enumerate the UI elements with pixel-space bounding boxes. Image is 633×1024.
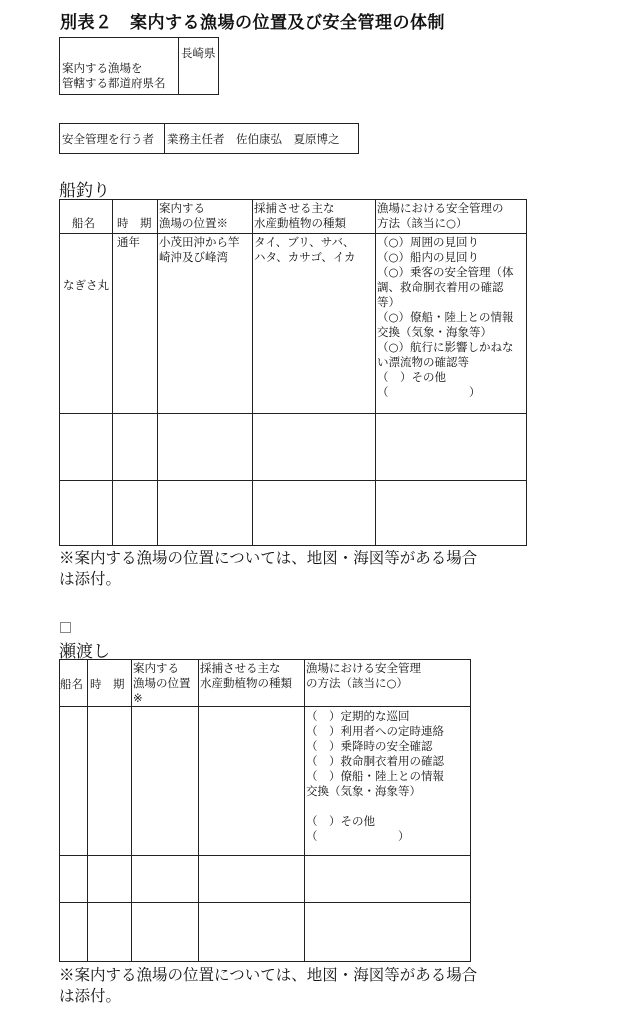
safety-label: 安全管理を行う者 [62, 132, 154, 146]
funatsuri-ship-name: なぎさ丸 [63, 278, 109, 292]
funatsuri-header-location: 案内する 漁場の位置※ [159, 201, 228, 230]
sewatashi-method: （ ）定期的な巡回 （ ）利用者への定時連絡 （ ）乗降時の安全確認 （ ）救命胴衣着用の確認 （ ）僚船・陸上との情報 交換（気象・海象等） （ ）その他 （ ） [306, 709, 444, 843]
sewatashi-heading: 瀬渡し [59, 642, 110, 662]
pref-label: 案内する漁場を 管轄する都道府県名 [62, 61, 166, 90]
pref-label-cell [59, 37, 179, 95]
sewatashi-header-location: 案内する 漁場の位置 ※ [133, 661, 191, 705]
funatsuri-note: ※案内する漁場の位置については、地図・海図等がある場合 は添付。 [59, 549, 478, 588]
checkbox-square-icon [60, 622, 71, 633]
sewatashi-header-species: 採捕させる主な 水産動植物の種類 [200, 661, 292, 690]
sewatashi-header-ship: 船名 [60, 677, 83, 691]
sewatashi-header-period: 時 期 [90, 677, 125, 691]
funatsuri-period: 通年 [117, 235, 140, 249]
funatsuri-header-ship: 船名 [72, 216, 95, 230]
safety-label-cell [59, 123, 165, 154]
page-title: 別表２ 案内する漁場の位置及び安全管理の体制 [60, 13, 445, 33]
funatsuri-heading: 船釣り [59, 181, 110, 201]
sewatashi-table [59, 659, 471, 962]
safety-value: 業務主任者 佐伯康弘 夏原博之 [167, 132, 340, 146]
funatsuri-header-period: 時 期 [117, 216, 152, 230]
pref-value: 長崎県 [181, 46, 216, 60]
funatsuri-species: タイ、ブリ、サバ、 ハタ、カサゴ、イカ [254, 235, 356, 264]
funatsuri-method: （○）周囲の見回り （○）船内の見回り （○）乗客の安全管理（体 調、救命胴衣着用の確認 等） （○）僚船・陸上との情報 交換（気象・海象等） （○）航行に影響しかねな い漂流物の確認等 （ ）その他 （ ） [377, 235, 514, 399]
funatsuri-header-method: 漁場における安全管理の 方法（該当に○） [377, 201, 504, 230]
funatsuri-header-species: 採捕させる主な 水産動植物の種類 [254, 201, 346, 230]
funatsuri-table [59, 199, 527, 546]
sewatashi-note: ※案内する漁場の位置については、地図・海図等がある場合 は添付。 [59, 966, 478, 1005]
sewatashi-header-method: 漁場における安全管理 の方法（該当に○） [306, 661, 421, 690]
safety-value-cell [164, 123, 359, 154]
funatsuri-location: 小茂田沖から竿 崎沖及び峰湾 [159, 235, 240, 264]
pref-value-cell [178, 37, 219, 95]
